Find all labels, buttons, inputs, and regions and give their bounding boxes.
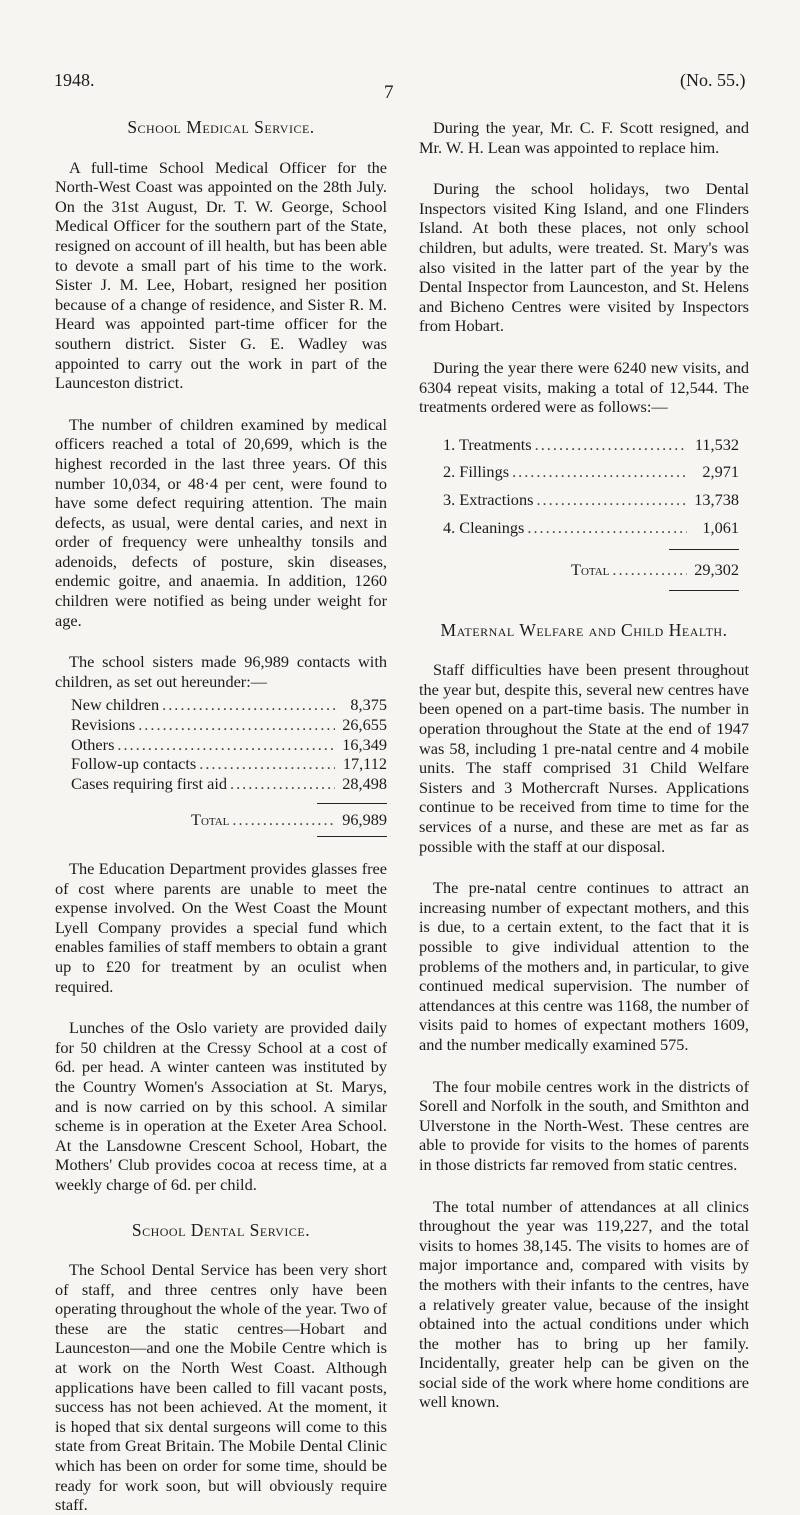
row-value: 8,375 [350, 695, 387, 715]
row-label: Revisions [71, 715, 136, 735]
row-value: 17,112 [342, 754, 387, 774]
dot-leader [609, 560, 687, 580]
row-value: 13,738 [694, 489, 739, 509]
maternal-para-2: The pre-natal centre continues to attract an increasing number of expectant mothers, and this is due, to a certain extent, to the fact that it is possible to give individual attention to the problems of the mothers and, in particular, to give continued medical supervision. The number of attendances at this centre was 1168, the number of visits paid to homes of expectant mothers 1609, and the number medically examined 575. [419, 878, 749, 1054]
total-value: 96,989 [342, 810, 387, 830]
school-dental-para-1: The School Dental Service has been very short of staff, and three centres only have been operating throughout the whole of the year. Two of these are the static centres—Hobart and Launceston—and one the Mobile Centre which is at work on the North West Coast. Although applications have been called to fill vacant posts, success has not been achieved. At the moment, it is hoped that six dental surgeons will come to this state from Great Britain. The Mobile Dental Clinic which has been on order for some time, should be ready for work soon, but will obviously require staff. [55, 1260, 387, 1515]
school-medical-para-2: The number of children examined by medical officers reached a total of 20,699, which is the highest recorded in the last three years. Of this number 10,034, or 48·4 per cent, were found to have some defect requiring attention. The main defects, as usual, were dental caries, and next in order of frequency were unhealthy tonsils and adenoids, defects of posture, skin diseases, endemic goitre, and anaemia. In addition, 1260 children were notified as being under weight for age. [55, 414, 387, 630]
school-medical-para-4: The Education Department provides glasses free of cost where parents are unable to meet the expense involved. On the West Coast the Mount Lyell Company provides a special fund which enables families of staff members to obtain a grant up to £20 for treatment by an oculist when required. [55, 859, 387, 996]
table-row [443, 462, 739, 482]
maternal-heading: Maternal Welfare and Child Health. [440, 619, 728, 640]
page-header [0, 0, 800, 110]
dot-leader [229, 810, 335, 830]
total-label: Total [571, 560, 610, 580]
maternal-para-4: The total number of attendances at all clinics throughout the year was 119,227, and the total visits to homes 38,145. The visits to homes are of major importance and, compared with visits by the mothers with their infants to the centres, have a relatively greater value, because of the insight obtained into the actual conditions under which the mother has to bring up her family. Incidentally, greater help can be given on the social side of the work where home conditions are well known. [419, 1196, 749, 1412]
row-label: 2. Fillings [443, 462, 510, 482]
row-label: 1. Treatments [443, 434, 532, 454]
maternal-para-1: Staff difficulties have been present throughout the year but, despite this, several new centres have been opened on a part-time basis. The number in operation throughout the State at the end of 1947 was 58, including 1 pre-natal centre and 4 mobile units. The staff comprised 31 Child Welfare Sisters and 3 Mothercraft Nurses. Applications continue to be received from time to time for the services of a nurse, and these are met as far as possible with the staff at our disposal. [419, 660, 749, 856]
table-row [71, 774, 387, 794]
school-medical-para-3: The school sisters made 96,989 contacts with children, as set out hereunder:— [55, 652, 387, 691]
table-row [71, 715, 387, 735]
table-row [71, 695, 387, 715]
dot-leader [114, 735, 335, 755]
total-row [71, 810, 387, 830]
sum-rule-top [317, 803, 387, 804]
page-number: 7 [384, 82, 394, 103]
table-row [71, 735, 387, 755]
table-row [71, 754, 387, 774]
contacts-table [55, 695, 387, 837]
row-value: 11,532 [694, 434, 739, 454]
dot-leader [533, 490, 687, 510]
dot-leader [509, 462, 687, 482]
total-value: 29,302 [694, 560, 739, 580]
dot-leader [135, 715, 335, 735]
right-column [419, 118, 749, 1412]
school-dental-para-4: During the year there were 6240 new visits, and 6304 repeat visits, making a total of 12,544. The treatments ordered were as follows:— [419, 357, 749, 417]
row-label: New children [71, 695, 160, 715]
sum-rule-bottom [317, 836, 387, 837]
row-value: 26,655 [342, 715, 387, 735]
school-medical-para-1: A full-time School Medical Officer for the North-West Coast was appointed on the 28th July. On the 31st August, Dr. T. W. George, School Medical Officer for the southern part of the State, resigned on account of ill health, but has been able to devote a small part of his time to the work. Sister J. M. Lee, Hobart, resigned her position because of a change of residence, and Sister R. M. Heard was appointed part-time officer for the southern district. Sister G. E. Wadley was appointed to carry out the work in part of the Launceston district. [55, 157, 387, 393]
sum-rule-bottom [669, 590, 739, 591]
dot-leader [196, 754, 335, 774]
row-value: 2,971 [702, 462, 739, 482]
issue-number: (No. 55.) [680, 70, 746, 90]
school-medical-heading: School Medical Service. [127, 117, 315, 137]
total-label: Total [191, 810, 230, 830]
treatments-table [419, 435, 749, 591]
dot-leader [532, 435, 687, 455]
school-dental-para-2: During the year, Mr. C. F. Scott resigned, and Mr. W. H. Lean was appointed to replace him. [419, 118, 749, 157]
sum-rule-top [669, 549, 739, 550]
row-value: 1,061 [702, 517, 739, 537]
left-column [55, 118, 387, 1515]
school-medical-para-5: Lunches of the Oslo variety are provided daily for 50 children at the Cressy School at a cost of 6d. per head. A winter canteen was instituted by the Country Women's Association at St. Marys, and is now carried on by this school. A similar scheme is in operation at the Exeter Area School. At the Lansdowne Crescent School, Hobart, the Mothers' Club provides cocoa at recess time, at a weekly charge of 6d. per child. [55, 1018, 387, 1194]
row-value: 28,498 [342, 773, 387, 793]
row-label: Cases requiring first aid [71, 773, 227, 793]
row-label: 4. Cleanings [443, 517, 525, 537]
maternal-para-3: The four mobile centres work in the districts of Sorell and Norfolk in the south, and Smithton and Ulverstone in the North-West. These centres are able to provide for visits to the homes of parents in those districts far removed from static centres. [419, 1076, 749, 1174]
dot-leader [159, 695, 335, 715]
row-value: 16,349 [342, 734, 387, 754]
table-row [443, 435, 739, 455]
table-row [443, 518, 739, 538]
row-label: Follow-up contacts [71, 754, 197, 774]
table-row [443, 490, 739, 510]
dot-leader [227, 774, 335, 794]
school-dental-para-3: During the school holidays, two Dental Inspectors visited King Island, and one Flinders Island. At both these places, not only school children, but adults, were treated. St. Mary's was also visited in the latter part of the year by the Dental Inspector from Launceston, and St. Helens and Bicheno Centres were visited by Inspectors from Hobart. [419, 179, 749, 336]
dot-leader [524, 518, 687, 538]
header-year: 1948. [54, 70, 95, 90]
total-row [443, 560, 739, 580]
row-label: Others [71, 734, 115, 754]
row-label: 3. Extractions [443, 489, 534, 509]
school-dental-heading: School Dental Service. [131, 1219, 311, 1240]
